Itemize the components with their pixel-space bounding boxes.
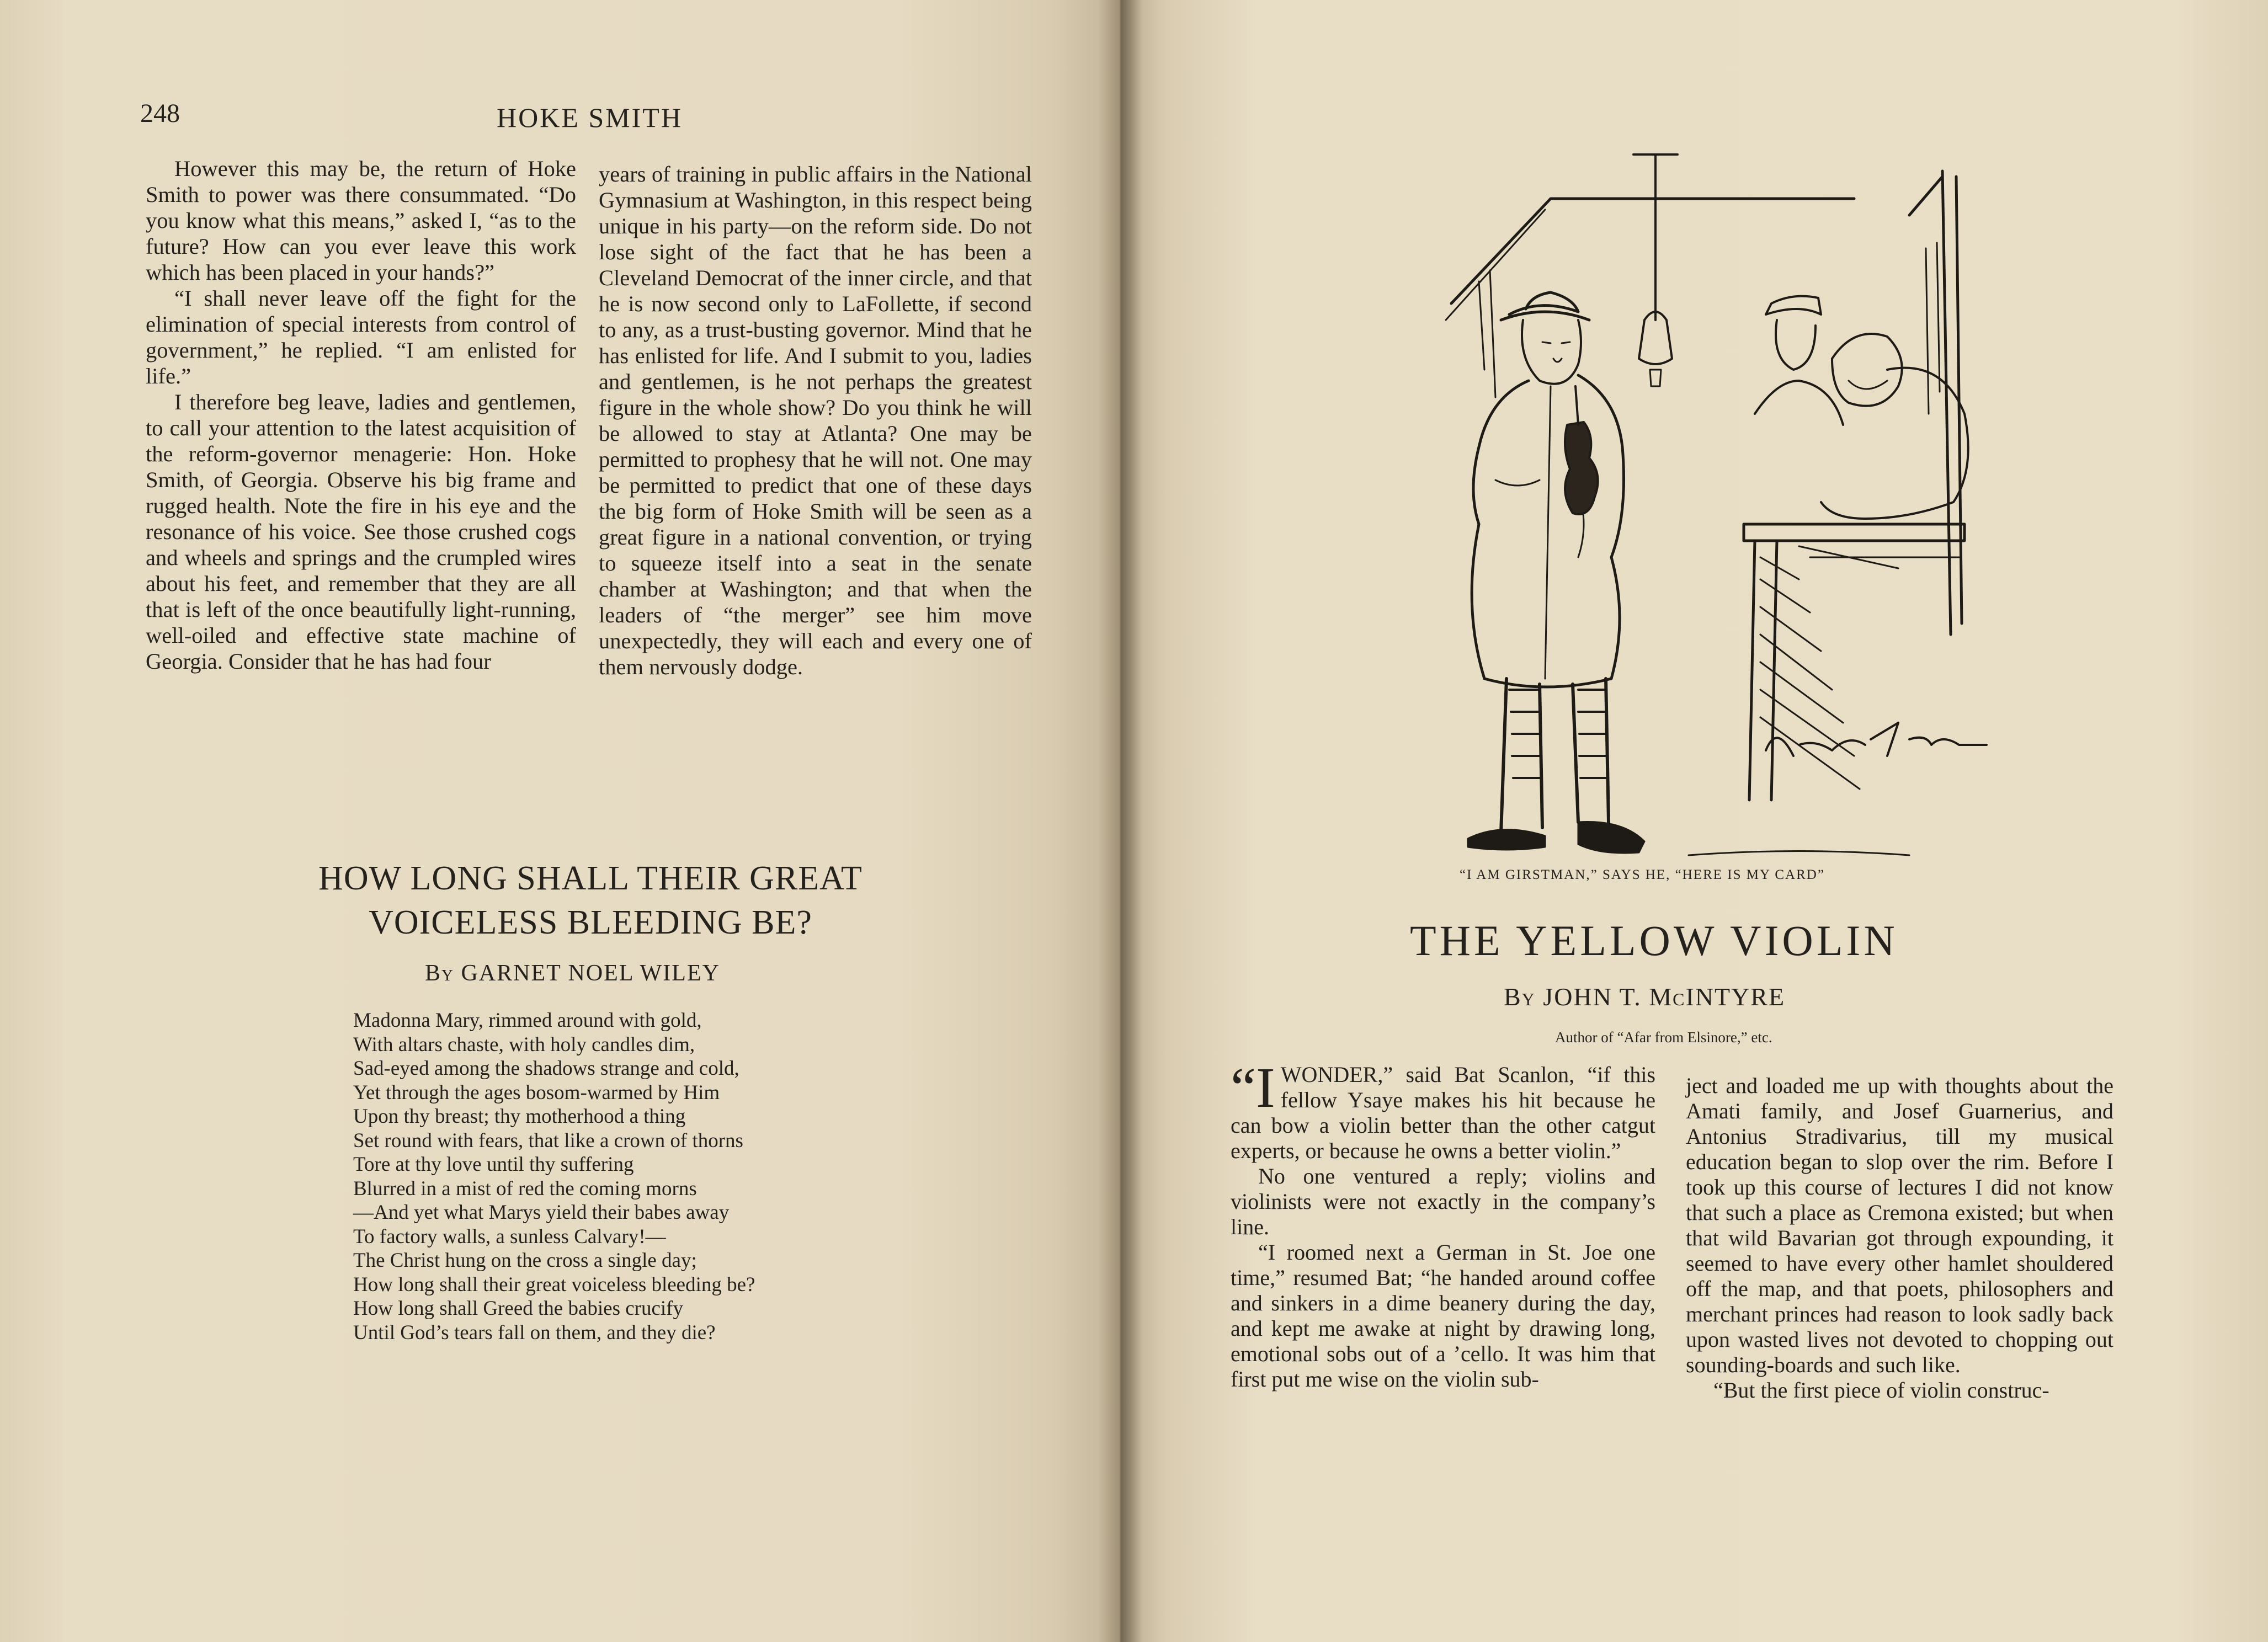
drop-cap: “I [1231, 1056, 1275, 1119]
paragraph: “I roomed next a German in St. Joe one time,” resumed Bat; “he handed around coffee and sinkers in a dime beanery during the day, and kept me awake at night by drawing long, emotional sobs out of a ’cello. It was him that first put me wise on the violin sub- [1231, 1240, 1655, 1392]
poem-line: How long shall their great voiceless bleeding be? [353, 1273, 755, 1296]
poem-line: Yet through the ages bosom-warmed by Him [353, 1081, 720, 1104]
paragraph: “I shall never leave off the fight for the elimination of special interests from control of government,” he replied. “I am enlisted for life.” [146, 286, 576, 388]
paragraph [1231, 1056, 1655, 1164]
page-number: 248 [140, 99, 180, 128]
paragraph: years of training in public affairs in the National Gymnasium at Washington, in this respect being unique in his party—on the reform side. Do not lose sight of the fact that he has been a Cleveland Democrat of the inner circle, and that he is now second only to LaFollette, if second to any, as a trust-busting governor. Mind that he has enlisted for life. And I submit to you, ladies and gentlemen, is he not perhaps the greatest figure in the whole show? Do you think he will be allowed to stay at Atlanta? One may be permitted to prophesy that he will not. One may be permitted to predict that one of these days the big form of Hoke Smith will be seen as a great figure in a national convention, or trying to squeeze itself into a seat in the senate chamber at Washington; and that when the leaders of “the merger” see him move unexpectedly, they will each and every one of them nervously dodge. [599, 162, 1032, 679]
story-author-note: Author of “Afar from Elsinore,” etc. [1555, 1029, 1772, 1046]
poem-title-line: HOW LONG SHALL THEIR GREAT [318, 860, 863, 897]
poem-line: The Christ hung on the cross a single day; [353, 1249, 697, 1272]
paragraph: ject and loaded me up with thoughts about the Amati family, and Josef Guarnerius, and Antonius Stradivarius, till my musical education began to slop over the rim. Before I took up this course of lectures I did not know that such a place as Cremona existed; but when that wild Bavarian got through expounding, it seemed to have every other hamlet shouldered off the map, and that poets, philosophers and merchant princes had reason to look sadly back upon wasted lives not devoted to chopping out sounding-boards and such like. [1686, 1073, 2113, 1377]
poem-title-line: VOICELESS BLEEDING BE? [369, 904, 812, 941]
poem-line: Blurred in a mist of red the coming morns [353, 1177, 697, 1200]
article-column-right [599, 161, 1032, 680]
paragraph: No one ventured a reply; violins and violinists were not exactly in the company’s line. [1231, 1164, 1655, 1239]
paragraph: However this may be, the return of Hoke Smith to power was there consummated. “Do you know what this means,” asked I, “as to the future? How can you ever leave this work which has been placed in your hands?” [146, 156, 576, 285]
poem-line: —And yet what Marys yield their babes away [353, 1201, 730, 1224]
story-column-left [1231, 1056, 1655, 1392]
poem-body [353, 1009, 850, 1345]
poem-line: With altars chaste, with holy candles dim, [353, 1033, 695, 1056]
poem-line: Madonna Mary, rimmed around with gold, [353, 1009, 702, 1032]
paragraph: I therefore beg leave, ladies and gentlemen, to call your attention to the latest acquisition of the reform-governor menagerie: Hon. Hoke Smith, of Georgia. Observe his big frame and rugged health. Note the fire in his eye and the resonance of his voice. See those crushed cogs and wheels and springs and the crumpled wires about his feet, and remember that they are all that is left of the once beautifully light-running, well-oiled and effective state machine of Georgia. Consider that he has had four [146, 390, 576, 674]
paragraph-text: WONDER,” said Bat Scanlon, “if this fellow Ysaye makes his hit because he can bow a violin better than the other catgut experts, or because he owns a better violin.” [1231, 1062, 1655, 1163]
poem-line: Set round with fears, that like a crown of thorns [353, 1129, 743, 1152]
poem-line: Until God’s tears fall on them, and they die? [353, 1321, 716, 1344]
poem-byline: By GARNET NOEL WILEY [425, 961, 720, 986]
story-column-right [1686, 1073, 2113, 1403]
poem-line: Tore at thy love until thy suffering [353, 1153, 634, 1176]
poem-line: How long shall Greed the babies crucify [353, 1297, 683, 1320]
book-gutter [1098, 0, 1142, 1642]
poem-title [265, 856, 916, 945]
running-head: HOKE SMITH [497, 102, 683, 133]
poem-line: Upon thy breast; thy motherhood a thing [353, 1105, 686, 1128]
poem-line: Sad-eyed among the shadows strange and cold, [353, 1057, 739, 1080]
paragraph: “But the first piece of violin construc- [1713, 1378, 2049, 1403]
left-page [0, 0, 1120, 1642]
article-column-left [146, 156, 576, 674]
story-byline: By JOHN T. McINTYRE [1504, 983, 1786, 1011]
poem-line: To factory walls, a sunless Calvary!— [353, 1225, 666, 1248]
story-title: THE YELLOW VIOLIN [1410, 916, 1898, 964]
illustration-caption: “I AM GIRSTMAN,” SAYS HE, “HERE IS MY CARD” [1460, 867, 1825, 882]
pen-drawing-illustration-icon [1413, 138, 1992, 872]
